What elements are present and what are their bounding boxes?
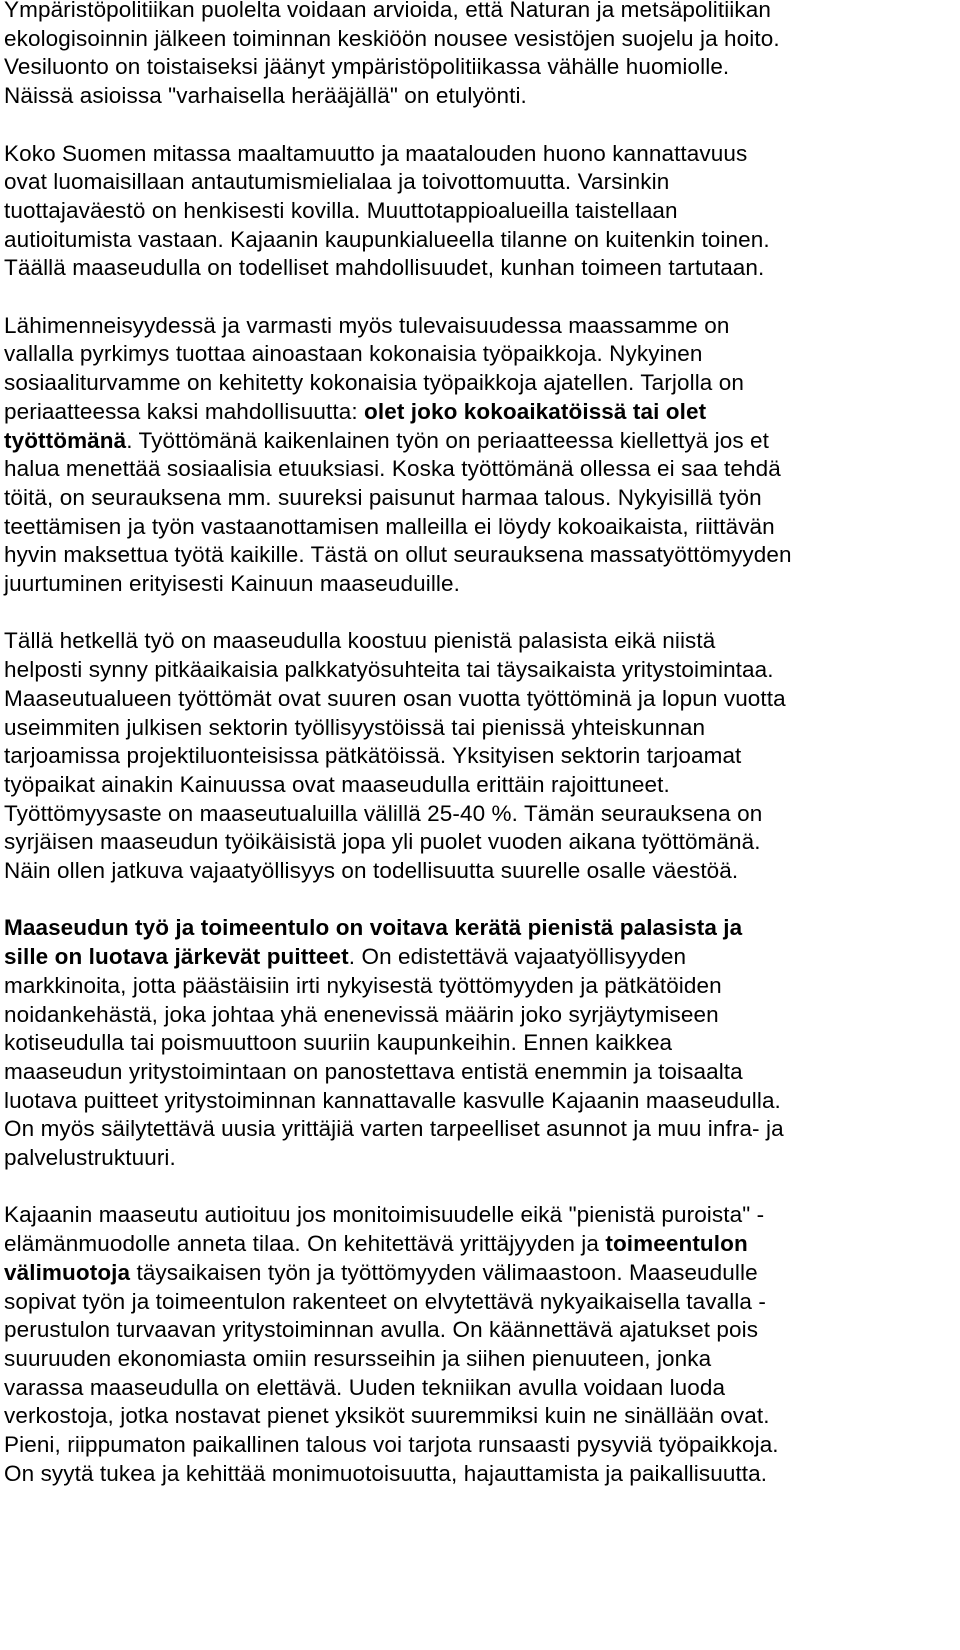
text-line bbox=[4, 1001, 954, 1030]
text-line bbox=[4, 369, 954, 398]
text-line bbox=[4, 1431, 954, 1460]
text-line bbox=[4, 513, 954, 542]
text-line bbox=[4, 254, 954, 283]
text-segment: ovat luomaisillaan antautumismielialaa ja toivottomuutta. Varsinkin bbox=[4, 169, 670, 195]
text-segment: Lähimenneisyydessä ja varmasti myös tulevaisuudessa maassamme on bbox=[4, 312, 730, 338]
text-line bbox=[4, 25, 954, 54]
text-segment: Tällä hetkellä työ on maaseudulla koostuu pienistä palasista eikä niistä bbox=[4, 628, 716, 654]
text-segment: . On edistettävä vajaatyöllisyyden bbox=[348, 944, 687, 970]
text-segment: Pieni, riippumaton paikallinen talous voi tarjota runsaasti pysyviä työpaikkoja. bbox=[4, 1432, 779, 1458]
text-line bbox=[4, 771, 954, 800]
text-segment: periaatteessa kaksi mahdollisuutta: bbox=[4, 398, 365, 424]
text-line bbox=[4, 484, 954, 513]
text-line bbox=[4, 53, 954, 82]
text-line bbox=[4, 1460, 954, 1489]
text-segment: Näissä asioissa "varhaisella herääjällä" on etulyönti. bbox=[4, 83, 527, 109]
text-segment: . Työttömänä kaikenlainen työn on periaatteessa kiellettyä jos et bbox=[126, 427, 769, 453]
text-line bbox=[4, 570, 954, 599]
text-segment: markkinoita, jotta päästäisiin irti nykyisestä työttömyyden ja pätkätöiden bbox=[4, 972, 722, 998]
bold-text-segment: olet joko kokoaikatöissä tai olet bbox=[364, 398, 707, 424]
text-line bbox=[4, 226, 954, 255]
text-line bbox=[4, 1029, 954, 1058]
text-segment: elämänmuodolle anneta tilaa. On kehitettävä yrittäjyyden ja bbox=[4, 1231, 606, 1257]
text-line bbox=[4, 1201, 954, 1230]
text-line bbox=[4, 1316, 954, 1345]
text-line bbox=[4, 1115, 954, 1144]
text-line bbox=[4, 742, 954, 771]
text-line bbox=[4, 0, 954, 25]
bold-text-segment: välimuotoja bbox=[4, 1259, 131, 1285]
text-line bbox=[4, 398, 954, 427]
text-segment: Koko Suomen mitassa maaltamuutto ja maatalouden huono kannattavuus bbox=[4, 140, 748, 166]
text-segment: Näin ollen jatkuva vajaatyöllisyys on todellisuutta suurelle osalle väestöä. bbox=[4, 858, 739, 884]
text-segment: maaseudun yritystoimintaan on panostettava entistä enemmin ja toisaalta bbox=[4, 1058, 743, 1084]
text-segment: tuottajaväestö on henkisesti kovilla. Muuttotappioalueilla taistellaan bbox=[4, 197, 678, 223]
text-line bbox=[4, 82, 954, 111]
text-segment: täysaikaisen työn ja työttömyyden välimaastoon. Maaseudulle bbox=[130, 1259, 758, 1285]
text-line bbox=[4, 800, 954, 829]
text-line bbox=[4, 685, 954, 714]
bold-text-segment: sille on luotava järkevät puitteet bbox=[4, 944, 349, 970]
text-line bbox=[4, 857, 954, 886]
text-segment: teettämisen ja työn vastaanottamisen malleilla ei löydy kokoaikaista, riittävän bbox=[4, 513, 775, 539]
text-segment: noidankehästä, joka johtaa yhä enenevissä määrin joko syrjäytymiseen bbox=[4, 1001, 719, 1027]
paragraph bbox=[4, 312, 954, 599]
text-segment: Kajaanin maaseutu autioituu jos monitoimisuudelle eikä "pienistä puroista" - bbox=[4, 1202, 765, 1228]
text-segment: sopivat työn ja toimeentulon rakenteet on elvytettävä nykyaikaisella tavalla - bbox=[4, 1288, 766, 1314]
text-segment: Maaseutualueen työttömät ovat suuren osan vuotta työttöminä ja lopun vuotta bbox=[4, 685, 786, 711]
text-segment: tarjoamissa projektiluonteisissa pätkätöissä. Yksityisen sektorin tarjoamat bbox=[4, 743, 742, 769]
text-segment: autioitumista vastaan. Kajaanin kaupunkialueella tilanne on kuitenkin toinen. bbox=[4, 226, 770, 252]
text-line bbox=[4, 1345, 954, 1374]
text-segment: vallalla pyrkimys tuottaa ainoastaan kokonaisia työpaikkoja. Nykyinen bbox=[4, 341, 703, 367]
text-line bbox=[4, 1087, 954, 1116]
bold-text-segment: toimeentulon bbox=[605, 1231, 748, 1257]
text-line bbox=[4, 427, 954, 456]
text-segment: juurtuminen erityisesti Kainuun maaseuduille. bbox=[4, 571, 460, 597]
text-segment: On syytä tukea ja kehittää monimuotoisuutta, hajauttamista ja paikallisuutta. bbox=[4, 1460, 768, 1486]
text-segment: Ympäristöpolitiikan puolelta voidaan arvioida, että Naturan ja metsäpolitiikan bbox=[4, 0, 771, 22]
text-segment: töitä, on seurauksena mm. suureksi paisunut harmaa talous. Nykyisillä työn bbox=[4, 484, 762, 510]
document-body bbox=[4, 0, 954, 1488]
text-segment: Työttömyysaste on maaseutualuilla välillä 25-40 %. Tämän seurauksena on bbox=[4, 800, 763, 826]
text-segment: ekologisoinnin jälkeen toiminnan keskiöön nousee vesistöjen suojelu ja hoito. bbox=[4, 25, 780, 51]
text-segment: kotiseudulla tai poismuuttoon suuriin kaupunkeihin. Ennen kaikkea bbox=[4, 1030, 673, 1056]
text-segment: useimmiten julkisen sektorin työllisyystöissä tai pienissä yhteiskunnan bbox=[4, 714, 706, 740]
text-segment: halua menettää sosiaalisia etuuksiasi. Koska työttömänä ollessa ei saa tehdä bbox=[4, 456, 781, 482]
text-line bbox=[4, 914, 954, 943]
text-line bbox=[4, 1374, 954, 1403]
text-segment: palvelustruktuuri. bbox=[4, 1145, 176, 1171]
bold-text-segment: Maaseudun työ ja toimeentulo on voitava kerätä pienistä palasista ja bbox=[4, 915, 743, 941]
text-segment: On myös säilytettävä uusia yrittäjiä varten tarpeelliset asunnot ja muu infra- ja bbox=[4, 1116, 784, 1142]
paragraph bbox=[4, 140, 954, 284]
text-segment: työpaikat ainakin Kainuussa ovat maaseudulla erittäin rajoittuneet. bbox=[4, 771, 670, 797]
text-line bbox=[4, 656, 954, 685]
text-segment: Täällä maaseudulla on todelliset mahdollisuudet, kunhan toimeen tartutaan. bbox=[4, 255, 765, 281]
text-line bbox=[4, 340, 954, 369]
text-line bbox=[4, 541, 954, 570]
text-line bbox=[4, 714, 954, 743]
text-line bbox=[4, 455, 954, 484]
text-line bbox=[4, 1230, 954, 1259]
text-line bbox=[4, 1259, 954, 1288]
text-line bbox=[4, 1288, 954, 1317]
text-line bbox=[4, 972, 954, 1001]
text-segment: helposti synny pitkäaikaisia palkkatyösuhteita tai täysaikaista yritystoimintaa. bbox=[4, 657, 774, 683]
text-line bbox=[4, 168, 954, 197]
paragraph bbox=[4, 0, 954, 111]
paragraph bbox=[4, 627, 954, 885]
text-line bbox=[4, 1144, 954, 1173]
text-line bbox=[4, 1058, 954, 1087]
paragraph bbox=[4, 914, 954, 1172]
text-segment: luotava puitteet yritystoiminnan kannattavalle kasvulle Kajaanin maaseudulla. bbox=[4, 1087, 781, 1113]
text-segment: verkostoja, jotka nostavat pienet yksiköt suuremmiksi kuin ne sinällään ovat. bbox=[4, 1403, 770, 1429]
bold-text-segment: työttömänä bbox=[4, 427, 127, 453]
text-line bbox=[4, 197, 954, 226]
text-segment: sosiaaliturvamme on kehitetty kokonaisia työpaikkoja ajatellen. Tarjolla on bbox=[4, 370, 744, 396]
text-segment: Vesiluonto on toistaiseksi jäänyt ympäristöpolitiikassa vähälle huomiolle. bbox=[4, 54, 730, 80]
text-line bbox=[4, 312, 954, 341]
text-line bbox=[4, 627, 954, 656]
text-segment: hyvin maksettua työtä kaikille. Tästä on ollut seurauksena massatyöttömyyden bbox=[4, 542, 792, 568]
text-line bbox=[4, 140, 954, 169]
text-line bbox=[4, 828, 954, 857]
text-segment: perustulon turvaavan yritystoiminnan avulla. On käännettävä ajatukset pois bbox=[4, 1317, 759, 1343]
paragraph bbox=[4, 1201, 954, 1488]
text-segment: syrjäisen maaseudun työikäisistä jopa yli puolet vuoden aikana työttömänä. bbox=[4, 829, 761, 855]
text-segment: suuruuden ekonomiasta omiin resursseihin ja siihen pienuuteen, jonka bbox=[4, 1345, 712, 1371]
text-line bbox=[4, 943, 954, 972]
text-segment: varassa maaseudulla on elettävä. Uuden tekniikan avulla voidaan luoda bbox=[4, 1374, 726, 1400]
text-line bbox=[4, 1402, 954, 1431]
